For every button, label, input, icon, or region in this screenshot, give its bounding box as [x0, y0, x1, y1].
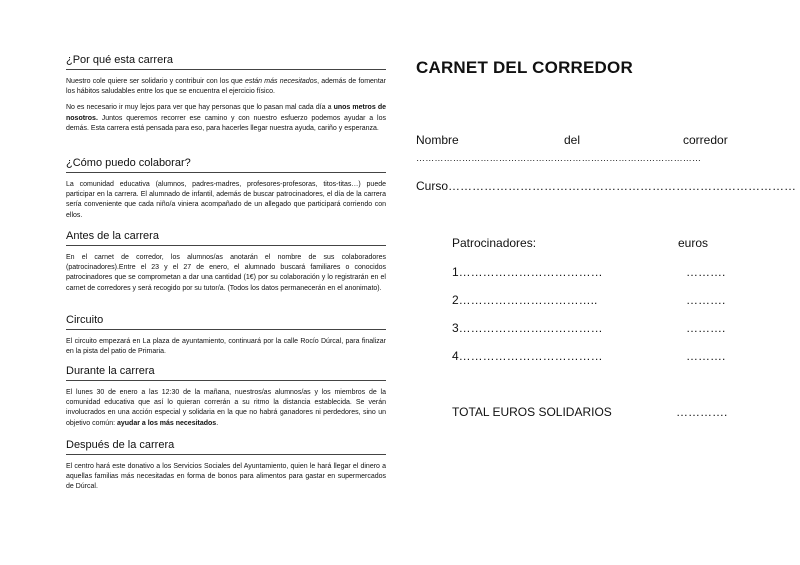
corredor-label: corredor [683, 133, 728, 147]
curso-field[interactable]: Curso…………………………………………………………………………… [416, 179, 797, 193]
sponsor-line-1[interactable]: 1……………………………… [452, 265, 603, 279]
total-field[interactable]: …………. [676, 405, 728, 419]
section-title: Circuito [66, 313, 386, 327]
sponsor-amount-3[interactable]: ………. [686, 321, 726, 335]
carnet-title: CARNET DEL CORREDOR [416, 58, 633, 77]
sponsor-line-2[interactable]: 2…………………………….. [452, 293, 598, 307]
paragraph: No es necesario ir muy lejos para ver que hay personas que lo pasan mal cada día a unos metros de nosotros. Juntos queremos recorrer ese camino y con nuestro esfuerzo podemos ayudar a los demás. Esta carrera está pensada para eso, para hacerles llegar nuestra ayuda, cariño y esperanza. [66, 104, 386, 132]
section-title: Durante la carrera [66, 364, 386, 378]
sponsor-amount-4[interactable]: ………. [686, 349, 726, 363]
carnet-panel [416, 0, 797, 565]
sponsor-line-4[interactable]: 4……………………………… [452, 349, 603, 363]
section-title: ¿Cómo puedo colaborar? [66, 156, 386, 170]
euros-label: euros [678, 236, 709, 250]
paragraph: En el carnet de corredor, los alumnos/as anotarán el nombre de sus colaboradores (patrocinadores).Entre el 23 y el 27 de enero, el alumnado buscará familiares o conocidos patrocinadores que se comprometan a dar una cantidad (1€) por su colaboración y lo registrarán en el carnet de corredores y será recogido por su tutor/a. (Todos los datos permanecerán en el anonimato). [66, 254, 386, 292]
section-despues [66, 438, 386, 493]
sponsor-line-3[interactable]: 3……………………………… [452, 321, 603, 335]
section-porque [66, 53, 386, 134]
nombre-field[interactable]: ………………………………………………………………………………… [416, 153, 702, 163]
section-title: Después de la carrera [66, 438, 386, 452]
section-colaborar [66, 156, 386, 221]
section-durante [66, 364, 386, 429]
sponsor-amount-1[interactable]: ………. [686, 265, 726, 279]
patrocinadores-label: Patrocinadores: [452, 236, 537, 250]
total-label: TOTAL EUROS SOLIDARIOS [452, 405, 612, 419]
paragraph: Nuestro cole quiere ser solidario y contribuir con los que están más necesitados, además de fomentar los hábitos saludables entre los que se encuentra el ejercicio físico. [66, 78, 386, 96]
section-circuito [66, 313, 386, 357]
paragraph: El circuito empezará en La plaza de ayuntamiento, continuará por la calle Rocío Dúrcal, para finalizar en la pista del patio de Primaria. [66, 338, 386, 356]
paragraph: El lunes 30 de enero a las 12:30 de la mañana, nuestros/as alumnos/as y los miembros de la comunidad educativa que así lo quieran correrán a su ritmo la distancia establecida. Se verán involucrados en una acción especial y solidaria en la que no habrá ganadores ni perdedores, sino un objetivo común: ayudar a los más necesitados. [66, 389, 386, 427]
paragraph: El centro hará este donativo a los Servicios Sociales del Ayuntamiento, quien le hará llegar el dinero a aquellas familias más necesitadas en forma de bonos para alimentos para gastar en supermercados de Dúrcal. [66, 463, 386, 491]
sponsor-amount-2[interactable]: ………. [686, 293, 726, 307]
nombre-label: Nombre [416, 133, 459, 147]
paragraph: La comunidad educativa (alumnos, padres-madres, profesores-profesoras, titos-titas…) puede participar en la carrera. El alumnado de infantil, además de buscar patrocinadores, el día de la carrera sería conveniente que cada niño/a viniera acompañado de un allegado que participará corriendo con ellos. [66, 181, 386, 219]
section-title: Antes de la carrera [66, 229, 386, 243]
section-antes [66, 229, 386, 294]
section-title: ¿Por qué esta carrera [66, 53, 386, 67]
del-label: del [564, 133, 581, 147]
